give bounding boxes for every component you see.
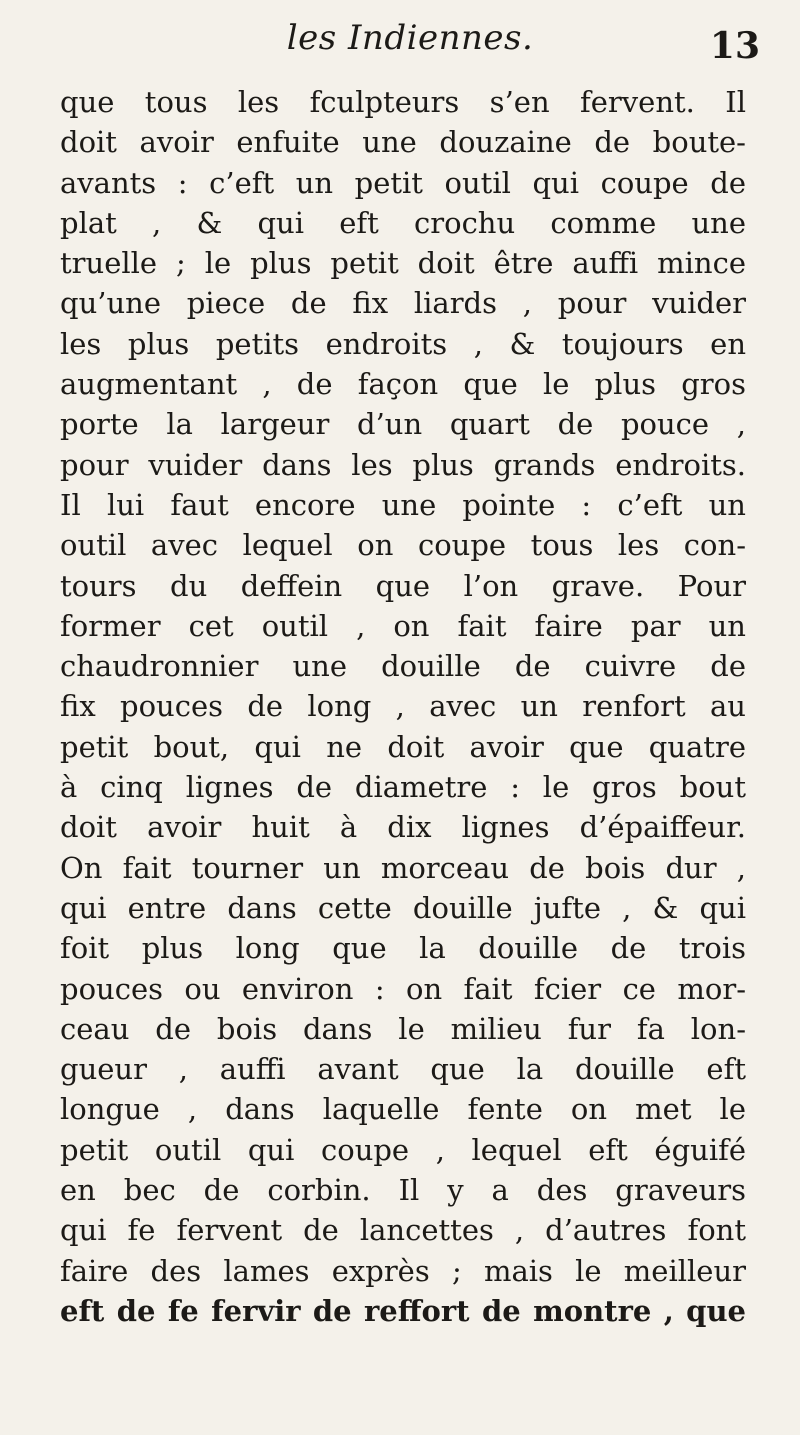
text-line: doit avoir enfuite une douzaine de boute-	[60, 125, 746, 160]
text-line: que tous les fculpteurs s’en fervent. Il	[60, 85, 746, 119]
text-line: qui entre dans cette douille jufte , & qui	[60, 890, 746, 925]
text-line: augmentant , de façon que le plus gros	[60, 367, 746, 402]
text-line: eft de fe fervir de reffort de montre , que	[60, 1293, 746, 1328]
text-line: faire des lames exprès ; mais le meilleur	[60, 1253, 746, 1288]
text-line: qu’une piece de fix liards , pour vuider	[60, 286, 746, 321]
text-line: en bec de corbin. Il y a des graveurs	[60, 1173, 746, 1208]
text-line: porte la largeur d’un quart de pouce ,	[60, 407, 746, 442]
text-line: outil avec lequel on coupe tous les con-	[60, 528, 746, 563]
text-line: longue , dans laquelle fente on met le	[60, 1092, 746, 1127]
text-line: petit bout, qui ne doit avoir que quatre	[60, 729, 746, 764]
text-line: chaudronnier une douille de cuivre de	[60, 649, 746, 684]
text-line: plat , & qui eft crochu comme une	[60, 205, 746, 240]
text-line: On fait tourner un morceau de bois dur ,	[60, 850, 746, 885]
text-line: petit outil qui coupe , lequel eft éguifé	[60, 1132, 746, 1167]
text-line: à cinq lignes de diametre : le gros bout	[60, 770, 746, 805]
running-head	[60, 10, 760, 70]
text-line: former cet outil , on fait faire par un	[60, 608, 746, 643]
page-number: 13	[709, 25, 760, 67]
text-line: fix pouces de long , avec un renfort au	[60, 689, 746, 724]
text-line: doit avoir huit à dix lignes d’épaiffeur.	[60, 810, 746, 845]
text-line: foit plus long que la douille de trois	[60, 931, 746, 966]
text-line: avants : c’eft un petit outil qui coupe de	[60, 165, 746, 200]
text-line: gueur , auffi avant que la douille eft	[60, 1052, 746, 1087]
text-line: truelle ; le plus petit doit être auffi mince	[60, 246, 746, 281]
text-line: qui fe fervent de lancettes , d’autres font	[60, 1213, 746, 1248]
body-text	[60, 82, 746, 1331]
text-line: Il lui faut encore une pointe : c’eft un	[60, 487, 746, 522]
text-line: pouces ou environ : on fait fcier ce mor-	[60, 971, 746, 1006]
text-line: ceau de bois dans le milieu fur fa lon-	[60, 1011, 746, 1046]
text-line: les plus petits endroits , & toujours en	[60, 326, 746, 361]
running-title: les Indiennes.	[286, 18, 534, 58]
text-line: pour vuider dans les plus grands endroits.	[60, 447, 746, 482]
text-line: tours du deffein que l’on grave. Pour	[60, 568, 746, 603]
